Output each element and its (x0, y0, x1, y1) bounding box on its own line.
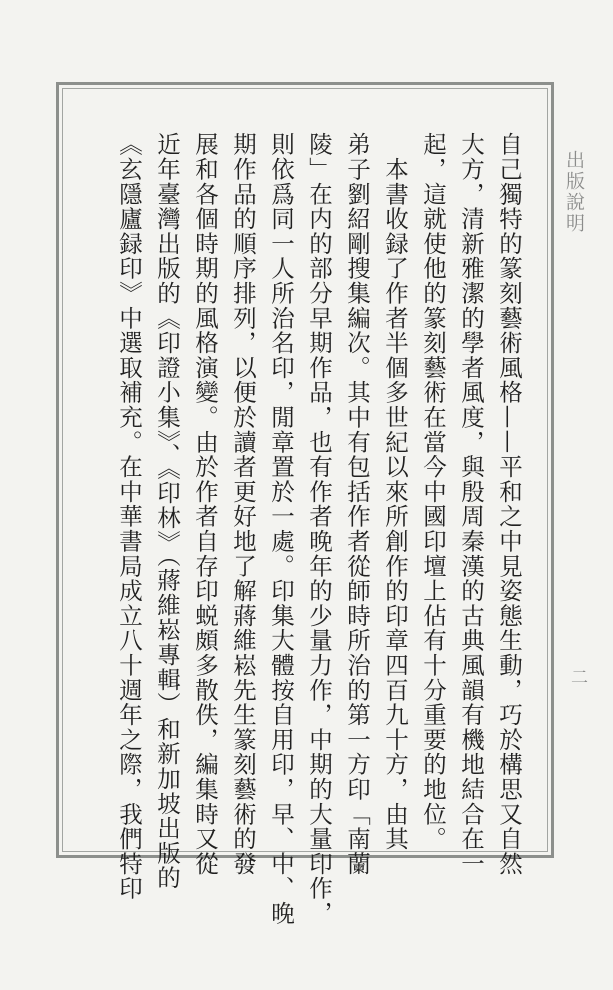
text-column-11: 《玄隱廬録印》中選取補充。在中華書局成立八十週年之際，我們特印 (115, 132, 143, 901)
text-column-10: 近年臺灣出版的《印證小集》、《印林》（蔣維崧專輯）和新加坡出版的 (153, 132, 181, 891)
text-column-8: 期作品的順序排列，以便於讀者更好地了解蔣維崧先生篆刻藝術的發 (229, 132, 257, 876)
text-column-4: 本書收録了作者半個多世紀以來所創作的印章四百九十方，由其 (381, 132, 409, 852)
text-column-7: 則依爲同一人所治名印，閒章置於一處。印集大體按自用印，早、中、晚 (267, 132, 295, 926)
text-column-2: 大方，清新雅潔的學者風度，與殷周秦漢的古典風韻有機地結合在一 (457, 132, 485, 876)
text-column-9: 展和各個時期的風格演變。由於作者自存印蜕頗多散佚，編集時又從 (191, 132, 219, 876)
text-column-6: 陵」在内的部分早期作品，也有作者晚年的少量力作，中期的大量印作， (305, 132, 333, 926)
text-column-1: 自己獨特的篆刻藝術風格——平和之中見姿態生動，巧於構思又自然 (495, 132, 523, 876)
text-column-5: 弟子劉紹剛搜集編次。其中有包括作者從師時所治的第一方印「南蘭 (343, 132, 371, 876)
text-columns (115, 132, 523, 926)
main-text-block (92, 132, 523, 926)
running-head: 出版說明 (563, 150, 585, 234)
page-number: 二 (567, 668, 587, 685)
text-column-3: 起，這就使他的篆刻藝術在當今中國印壇上佔有十分重要的地位。 (419, 132, 447, 852)
